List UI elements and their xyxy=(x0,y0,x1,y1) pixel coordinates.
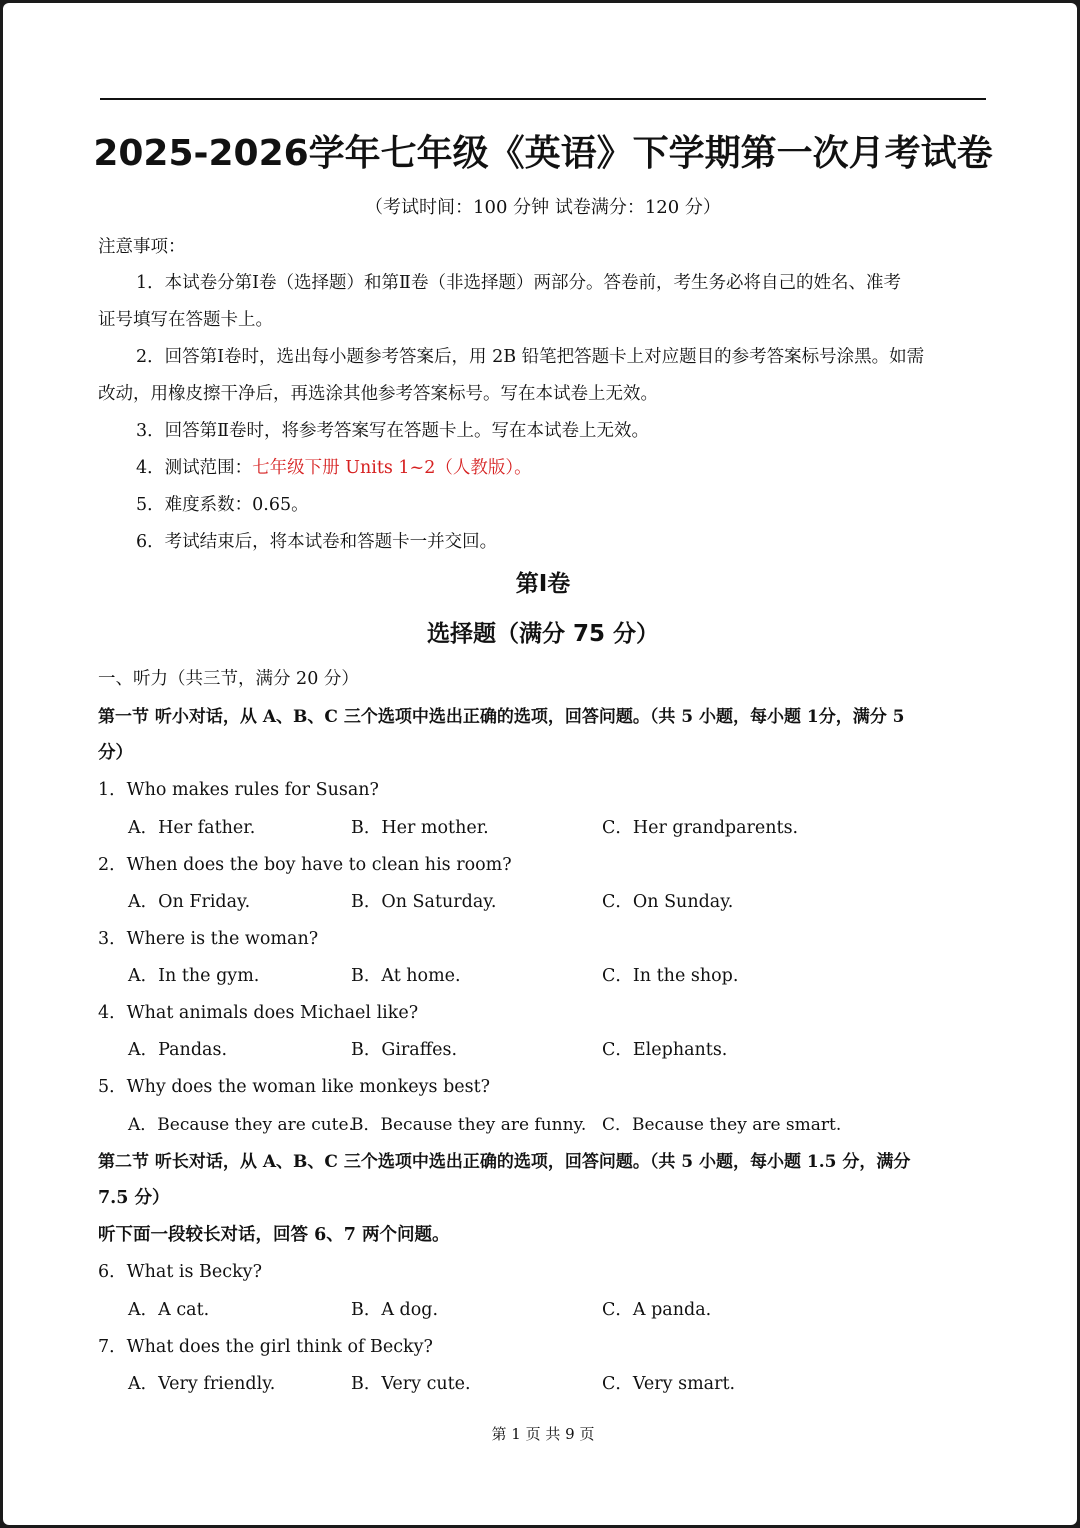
section-2-instruction-line-1: 第二节 听长对话，从 A、B、C 三个选项中选出正确的选项，回答问题。（共 5 小题，每小题 1.5 分，满分 xyxy=(98,1152,911,1172)
notice-item-1-line-1: 1．本试卷分第Ⅰ卷（选择题）和第Ⅱ卷（非选择题）两部分。答卷前，考生务必将自己的姓名、准考 xyxy=(136,273,901,293)
notice-item-4 xyxy=(136,454,532,479)
notice-item-5: 5．难度系数：0.65。 xyxy=(136,495,309,515)
question-2-option-c: C．On Sunday. xyxy=(602,892,734,912)
question-6: 6．What is Becky? xyxy=(98,1262,262,1282)
exam-page xyxy=(3,3,1077,1525)
exam-title: 2025-2026学年七年级《英语》下学期第一次月考试卷 xyxy=(93,133,993,174)
notice-item-2-line-2: 改动，用橡皮擦干净后，再选涂其他参考答案标号。写在本试卷上无效。 xyxy=(98,384,658,404)
notice-heading: 注意事项： xyxy=(98,237,186,257)
question-4-option-a: A．Pandas. xyxy=(128,1040,228,1060)
section-1-instruction-line-2: 分） xyxy=(98,743,133,763)
volume-title: 第Ⅰ卷 xyxy=(515,571,571,597)
question-5-option-b: B．Because they are funny. xyxy=(351,1115,587,1135)
notice-item-2-line-1: 2．回答第Ⅰ卷时，选出每小题参考答案后，用 2B 铅笔把答题卡上对应题目的参考答案标号涂黑。如需 xyxy=(136,347,925,367)
section-2-dialogue-instruction: 听下面一段较长对话，回答 6、7 两个问题。 xyxy=(98,1225,450,1245)
listening-heading: 一、听力（共三节，满分 20 分） xyxy=(98,669,359,689)
question-3-option-b: B．At home. xyxy=(351,966,461,986)
volume-subtitle: 选择题（满分 75 分） xyxy=(426,621,660,647)
question-2-option-b: B．On Saturday. xyxy=(351,892,497,912)
question-3-option-c: C．In the shop. xyxy=(602,966,739,986)
question-7-option-c: C．Very smart. xyxy=(602,1374,736,1394)
question-6-option-a: A．A cat. xyxy=(128,1300,210,1320)
test-scope: 七年级下册 Units 1~2（人教版）。 xyxy=(252,458,532,478)
question-7-option-a: A．Very friendly. xyxy=(128,1374,276,1394)
question-6-option-c: C．A panda. xyxy=(602,1300,712,1320)
question-3-option-a: A．In the gym. xyxy=(128,966,260,986)
question-7-option-b: B．Very cute. xyxy=(351,1374,471,1394)
question-5: 5．Why does the woman like monkeys best? xyxy=(98,1077,491,1097)
notice-item-6: 6．考试结束后，将本试卷和答题卡一并交回。 xyxy=(136,532,498,552)
question-2-option-a: A．On Friday. xyxy=(128,892,251,912)
notice-item-4-prefix: 4．测试范围： xyxy=(136,458,253,478)
question-5-option-a: A．Because they are cute. xyxy=(128,1115,354,1135)
section-1-instruction-line-1: 第一节 听小对话，从 A、B、C 三个选项中选出正确的选项，回答问题。（共 5 小题，每小题 1分，满分 5 xyxy=(98,707,905,727)
question-4: 4．What animals does Michael like? xyxy=(98,1003,419,1023)
question-4-option-c: C．Elephants. xyxy=(602,1040,728,1060)
question-1-option-a: A．Her father. xyxy=(128,818,256,838)
question-6-option-b: B．A dog. xyxy=(351,1300,439,1320)
page-number: 第 1 页 共 9 页 xyxy=(491,1425,595,1443)
header-rule xyxy=(100,98,986,100)
question-1: 1．Who makes rules for Susan? xyxy=(98,780,379,800)
question-4-option-b: B．Giraffes. xyxy=(351,1040,458,1060)
question-2: 2．When does the boy have to clean his room? xyxy=(98,855,512,875)
question-7: 7．What does the girl think of Becky? xyxy=(98,1337,433,1357)
notice-item-1-line-2: 证号填写在答题卡上。 xyxy=(98,310,273,330)
exam-subtitle: （考试时间：100 分钟 试卷满分：120 分） xyxy=(365,197,721,218)
notice-item-3: 3．回答第Ⅱ卷时，将参考答案写在答题卡上。写在本试卷上无效。 xyxy=(136,421,650,441)
question-1-option-c: C．Her grandparents. xyxy=(602,818,799,838)
question-5-option-c: C．Because they are smart. xyxy=(602,1115,842,1135)
question-3: 3．Where is the woman? xyxy=(98,929,319,949)
question-1-option-b: B．Her mother. xyxy=(351,818,489,838)
section-2-instruction-line-2: 7.5 分） xyxy=(98,1188,170,1208)
